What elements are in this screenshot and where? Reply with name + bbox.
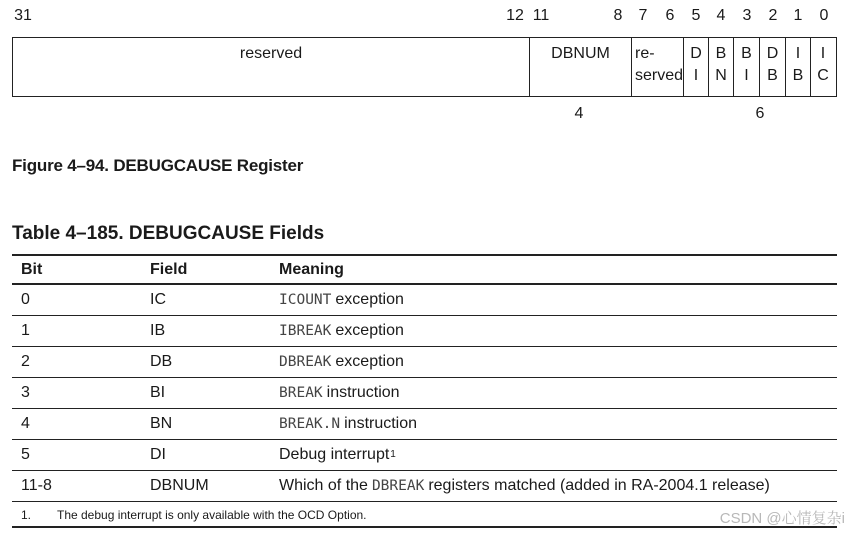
row-meaning-code: ICOUNT xyxy=(279,292,332,308)
header-bit: Bit xyxy=(21,260,43,278)
bit-number-8: 8 xyxy=(613,7,623,24)
bit-number-0: 0 xyxy=(819,7,829,24)
row-meaning xyxy=(279,409,417,439)
header-field: Field xyxy=(150,260,188,278)
debugcause-register-diagram xyxy=(12,37,837,97)
field-bn-letter2: N xyxy=(715,67,727,84)
table-row xyxy=(12,471,837,502)
row-bit: 11-8 xyxy=(21,477,52,494)
row-field: IB xyxy=(150,322,166,339)
row-meaning xyxy=(279,347,404,377)
field-bn xyxy=(709,38,734,96)
row-meaning-pre: Which of the xyxy=(279,477,368,494)
bit-number-2: 2 xyxy=(768,7,778,24)
row-meaning: Debug interrupt 1 xyxy=(279,446,396,463)
field-reserved-bit7-line2: served xyxy=(635,67,684,84)
row-bit: 4 xyxy=(21,415,30,432)
row-meaning xyxy=(279,378,400,408)
header-meaning: Meaning xyxy=(279,260,344,278)
field-ic xyxy=(811,38,835,96)
row-meaning-text: instruction xyxy=(344,415,418,432)
row-meaning-text: registers matched (added in RA-2004.1 release) xyxy=(428,477,770,494)
field-db-letter1: D xyxy=(766,45,779,62)
row-field: BN xyxy=(150,415,173,432)
footnote-number: 1. xyxy=(21,508,32,522)
bit-number-12: 12 xyxy=(506,7,524,24)
table-header-row xyxy=(12,254,837,285)
row-bit: 3 xyxy=(21,384,30,401)
field-reserved xyxy=(13,38,530,96)
bit-number-4: 4 xyxy=(716,7,726,24)
row-field: DBNUM xyxy=(150,477,209,494)
field-ic-letter2: C xyxy=(817,67,829,84)
row-bit: 5 xyxy=(21,446,30,463)
bit-number-3: 3 xyxy=(742,7,752,24)
table-row xyxy=(12,409,837,440)
table-row xyxy=(12,440,837,471)
table-footnote xyxy=(12,502,837,528)
bit-number-7: 7 xyxy=(638,7,648,24)
bit-number-31: 31 xyxy=(14,7,32,24)
dbnum-width-label: 4 xyxy=(574,105,584,122)
row-meaning-code: BREAK xyxy=(279,385,323,401)
footnote-text: The debug interrupt is only available with the OCD Option. xyxy=(57,508,367,522)
field-bi-letter2: I xyxy=(744,67,749,84)
debugcause-fields-table xyxy=(12,254,837,528)
bit-number-6: 6 xyxy=(665,7,675,24)
row-meaning xyxy=(279,471,770,501)
watermark: CSDN @心情复杂i xyxy=(719,510,845,527)
row-field: IC xyxy=(150,291,166,308)
field-ib-letter2: B xyxy=(792,67,804,84)
bit-number-1: 1 xyxy=(793,7,803,24)
row-meaning-text: exception xyxy=(335,322,404,339)
row-meaning-code: DBREAK xyxy=(279,354,332,370)
row-meaning-code: BREAK.N xyxy=(279,416,341,432)
row-meaning xyxy=(279,285,404,315)
field-reserved-bit7-line1: re- xyxy=(635,45,655,62)
table-row xyxy=(12,285,837,316)
row-bit: 2 xyxy=(21,353,30,370)
row-meaning-text: exception xyxy=(335,291,404,308)
row-field: DI xyxy=(150,446,166,463)
bit-number-11: 11 xyxy=(532,7,550,24)
field-bi-letter1: B xyxy=(741,45,752,62)
field-db-letter2: B xyxy=(767,67,778,84)
row-field: DB xyxy=(150,353,173,370)
table-caption: Table 4–185. DEBUGCAUSE Fields xyxy=(12,223,325,244)
table-row xyxy=(12,378,837,409)
field-dbnum xyxy=(530,38,632,96)
field-di xyxy=(684,38,709,96)
row-meaning xyxy=(279,316,404,346)
row-field: BI xyxy=(150,384,166,401)
row-bit: 0 xyxy=(21,291,30,308)
field-ib xyxy=(786,38,811,96)
table-row xyxy=(12,316,837,347)
field-reserved-label: reserved xyxy=(239,45,303,62)
field-bi xyxy=(734,38,760,96)
row-meaning-code: IBREAK xyxy=(279,323,332,339)
field-db xyxy=(760,38,786,96)
field-ib-letter1: I xyxy=(795,45,801,62)
bit-number-5: 5 xyxy=(691,7,701,24)
row-meaning-text: exception xyxy=(335,353,404,370)
table-row xyxy=(12,347,837,378)
field-ic-letter1: I xyxy=(820,45,826,62)
field-reserved-bit7 xyxy=(632,38,684,96)
field-dbnum-label: DBNUM xyxy=(551,45,610,62)
row-meaning-text: Debug interrupt xyxy=(279,446,390,463)
field-bn-letter1: B xyxy=(715,45,727,62)
row-bit: 1 xyxy=(21,322,30,339)
field-di-letter1: D xyxy=(690,45,702,62)
field-di-letter2: I xyxy=(693,67,699,84)
flags-width-label: 6 xyxy=(755,105,765,122)
row-meaning-text: instruction xyxy=(326,384,400,401)
figure-caption: Figure 4–94. DEBUGCAUSE Register xyxy=(12,156,304,175)
row-meaning-code: DBREAK xyxy=(371,478,425,494)
